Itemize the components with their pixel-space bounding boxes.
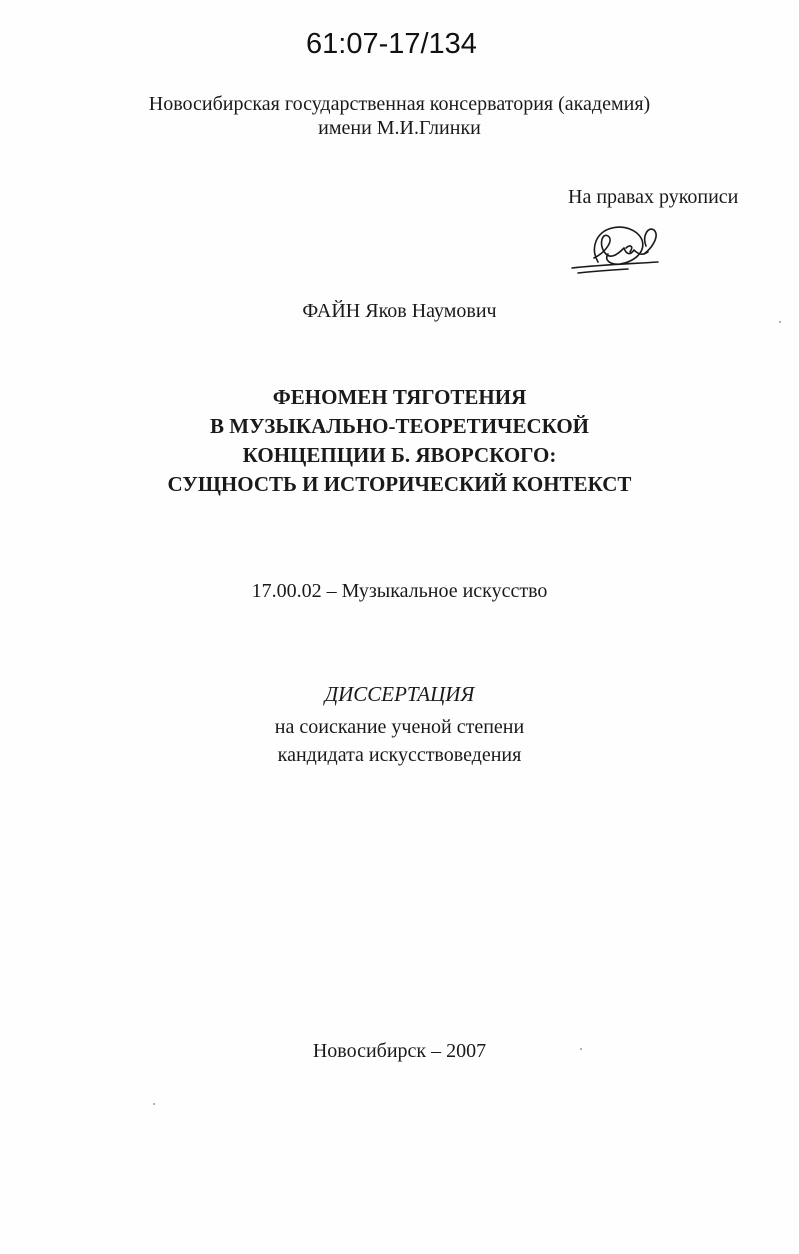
title-line: В МУЗЫКАЛЬНО-ТЕОРЕТИЧЕСКОЙ (210, 414, 589, 438)
signature-icon (568, 218, 668, 276)
author-name: ФАЙН Яков Наумович (302, 300, 497, 322)
scan-speck (779, 321, 781, 323)
institution-name (0, 92, 799, 140)
manuscript-note: На правах рукописи (568, 186, 739, 208)
place-and-year: Новосибирск – 2007 (312, 1040, 487, 1062)
title-line: СУЩНОСТЬ И ИСТОРИЧЕСКИЙ КОНТЕКСТ (167, 472, 632, 496)
dissertation-title (0, 383, 799, 499)
degree-sought (0, 713, 799, 769)
scan-speck (580, 1048, 582, 1050)
degree-line-2: кандидата искусствоведения (277, 744, 522, 766)
institution-line-1: Новосибирская государственная консерватория (академия) (148, 93, 651, 115)
catalog-number: 61:07-17/134 (306, 28, 477, 60)
document-type: ДИССЕРТАЦИЯ (324, 682, 475, 706)
institution-line-2: имени М.И.Глинки (318, 117, 481, 139)
title-line: КОНЦЕПЦИИ Б. ЯВОРСКОГО: (242, 443, 557, 467)
degree-line-1: на соискание ученой степени (274, 716, 525, 738)
scan-speck (153, 1103, 155, 1105)
title-line: ФЕНОМЕН ТЯГОТЕНИЯ (272, 385, 527, 409)
specialty-code: 17.00.02 – Музыкальное искусство (251, 580, 548, 602)
